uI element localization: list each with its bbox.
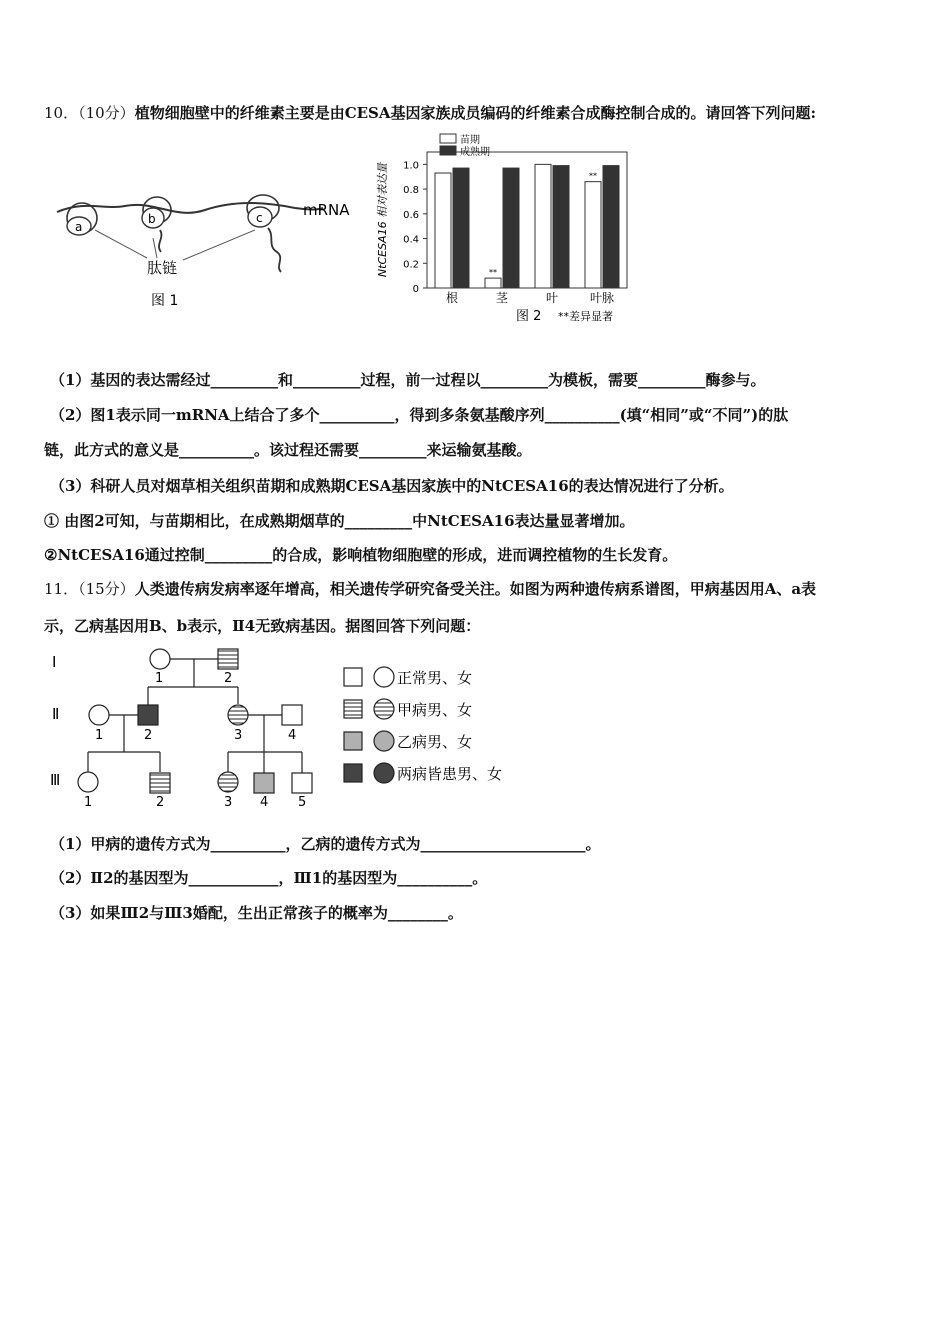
significance-mark: ** [589,171,597,181]
bar-seedling-1 [485,278,501,288]
q11-sub2: （2）Ⅱ2的基因型为____________，Ⅲ1的基因型为__________。 [50,869,488,887]
bar-mature-0 [453,168,469,288]
legend-label-0: 苗期 [460,135,480,146]
legend-normal-female [374,667,394,687]
legend-yi-label: 乙病男、女 [397,733,473,751]
mrna-strand [57,203,323,213]
q10-sub3: （3）科研人员对烟草相关组织苗期和成熟期CESA基因家族中的NtCESA16的表达情况进行了分析。 [50,477,734,495]
q10-stem: 植物细胞壁中的纤维素主要是由CESA基因家族成员编码的纤维素合成酶控制合成的。请回答下列问题: [134,104,817,122]
x-category-label: 叶 [545,291,559,305]
gen-label-1: Ⅰ [52,653,57,671]
q11-sub3: （3）如果Ⅲ2与Ⅲ3婚配，生出正常孩子的概率为________。 [50,904,463,922]
gen-label-2: Ⅱ [52,705,60,723]
II4-number: 4 [288,728,297,743]
III1-number: 1 [84,795,93,810]
legend-swatch-0 [440,134,456,143]
legend-normal-male [344,668,362,686]
III3-jia-female [218,772,238,792]
q10-sub1: （1）基因的表达需经过_________和_________过程，前一过程以_________为模板，需要_________酶参与。 [50,371,766,389]
III4-yi-male [254,773,274,793]
q11-score: （15分） [78,580,135,598]
x-category-label: 茎 [495,291,509,305]
III3-number: 3 [224,795,233,810]
bar-seedling-2 [535,164,551,288]
legend-yi-female [374,731,394,751]
figure-1-caption: 图 1 [151,293,179,309]
III4-number: 4 [260,795,269,810]
legend-yi-male [344,732,362,750]
q10-sub2b: 链，此方式的意义是__________。该过程还需要_________来运输氨基酸。 [44,441,532,459]
q11-header [44,579,816,599]
legend-normal-label: 正常男、女 [397,669,473,687]
peptide-chain-c [268,228,281,272]
q10-header [44,103,816,123]
III2-number: 2 [156,795,165,810]
II1-number: 1 [95,728,104,743]
II2-number: 2 [144,728,153,743]
peptide-chain-b [159,230,161,252]
II3-number: 3 [234,728,243,743]
legend-both-female [374,763,394,783]
q10-sub2a: （2）图1表示同一mRNA上结合了多个__________，得到多条氨基酸序列__________(填“相同”或“不同”)的肽 [50,406,789,424]
q10-sub3-2: ②NtCESA16通过控制_________的合成，影响植物细胞壁的形成，进而调控植物的生长发育。 [44,546,678,564]
figure-2-bar-chart [372,130,642,330]
figure-1-translation-diagram [55,180,365,315]
III5-number: 5 [298,795,307,810]
III2-jia-male [150,773,170,793]
legend-jia-male [344,700,362,718]
bar-mature-3 [603,166,619,288]
y-tick-label: 1.0 [403,160,419,172]
ribosome-a-label: a [75,220,83,234]
figure-2-caption: 图 2 [516,309,542,324]
legend-label-1: 成熟期 [460,147,490,158]
y-tick-label: 0.6 [403,209,419,221]
bar-seedling-0 [435,173,451,288]
legend-swatch-1 [440,146,456,155]
q11-number: 11． [44,580,79,598]
gen-label-3: Ⅲ [50,771,61,789]
ribosome-c-label: c [256,211,263,225]
q11-stem-a: 人类遗传病发病率逐年增高，相关遗传学研究备受关注。如图为两种遗传病系谱图，甲病基因用A、a表 [134,580,817,598]
bar-mature-1 [503,168,519,288]
q11-sub1: （1）甲病的遗传方式为__________，乙病的遗传方式为______________________。 [50,835,601,853]
significance-mark: ** [489,268,497,278]
III5-normal-male [292,773,312,793]
x-category-label: 根 [445,291,459,305]
y-axis-label: NtCESA16 相对表达量 [376,162,389,278]
I2-number: 2 [224,671,233,686]
I2-jia-male [218,649,238,669]
y-tick-label: 0.4 [403,234,419,246]
III1-normal-female [78,772,98,792]
II1-normal-female [89,705,109,725]
II3-jia-female [228,705,248,725]
y-tick-label: 0.8 [403,185,419,197]
mrna-label: mRNA [303,201,350,219]
q10-sub3-1: ① 由图2可知，与苗期相比，在成熟期烟草的_________中NtCESA16表达量显著增加。 [44,512,635,530]
q10-number: 10． [44,104,79,122]
ribosome-b-label: b [148,212,156,226]
pedigree-chart [40,645,540,815]
legend-jia-female [374,699,394,719]
y-tick-label: 0 [412,284,419,295]
II2-both-male [138,705,158,725]
legend-jia-label: 甲病男、女 [397,701,473,719]
legend-both-male [344,764,362,782]
peptide-label: 肽链 [147,259,178,277]
legend-both-label: 两病皆患男、女 [397,765,503,783]
q10-score: （10分） [78,104,135,122]
x-category-label: 叶脉 [589,291,615,305]
II4-normal-male [282,705,302,725]
y-tick-label: 0.2 [403,259,419,271]
figure-2-note: **差异显著 [558,310,613,323]
q11-stem-b: 示，乙病基因用B、b表示，Ⅱ4无致病基因。据图回答下列问题： [44,617,481,635]
bar-seedling-3 [585,182,601,288]
bar-mature-2 [553,166,569,288]
I1-normal-female [150,649,170,669]
I1-number: 1 [155,671,164,686]
